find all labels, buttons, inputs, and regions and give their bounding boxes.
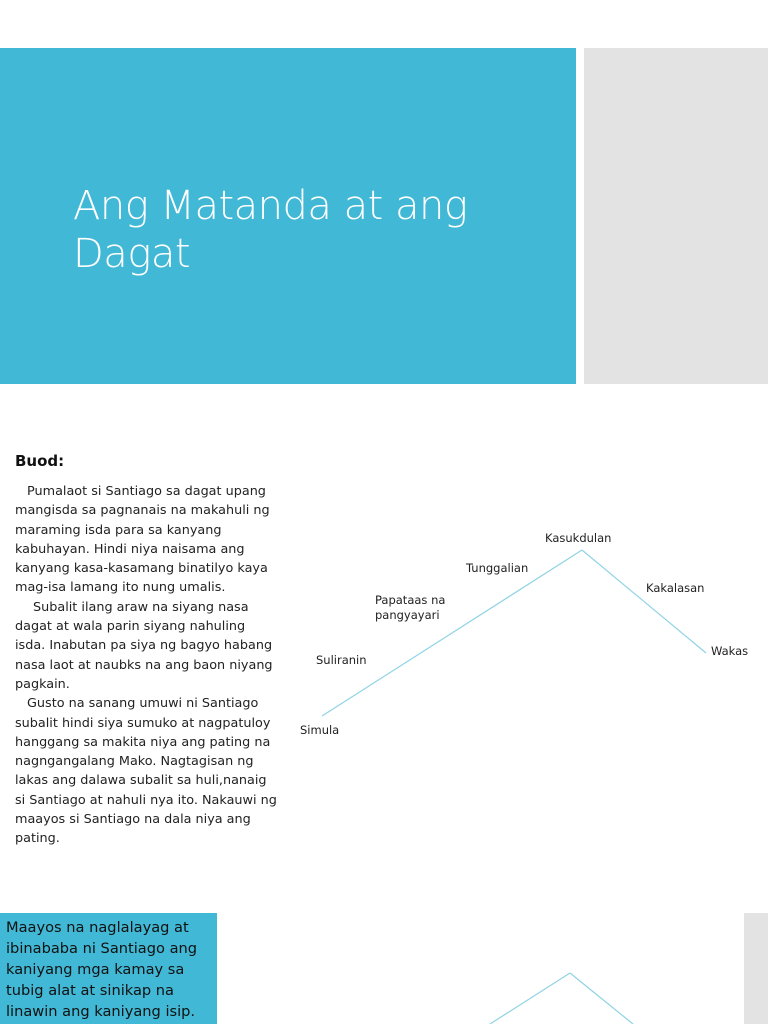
slide-title-line-2: Dagat [73, 231, 191, 277]
summary-paragraph: Pumalaot si Santiago sa dagat upang mangisda sa pagnanais na makahuli ng maraming isda para sa kanyang kabuhayan. Hindi niya naisama ang kanyang kasa-kasamang binatilyo kaya mag-isa lamang ito nung umalis. [15, 484, 270, 596]
summary-paragraph: Gusto na sanang umuwi ni Santiago subalit hindi siya sumuko at nagpatuloy hanggang sa makita niya ang pating na nagngangalang Mako. Nagtagisan ng lakas ang dalawa subalit sa huli,nanaig si Santiago at nahuli nya ito. Nakauwi ng maayos si Santiago na dala niya ang pating. [15, 696, 277, 847]
scene-falling-line [570, 973, 633, 1024]
label-tunggalian: Tunggalian [466, 561, 529, 575]
label-simula: Simula [300, 723, 340, 737]
label-papataas-line-2: pangyayari [375, 608, 440, 622]
label-suliranin: Suliranin [316, 653, 367, 667]
label-wakas: Wakas [711, 644, 749, 658]
scene-text: Maayos na naglalayag at ibinababa ni Santiago ang kaniyang mga kamay sa tubig alat at sinikap na linawin ang kaniyang isip. [6, 919, 198, 1020]
summary-paragraph: Subalit ilang araw na siyang nasa dagat at wala parin siyang nahuling isda. Inabutan pa siya ng bagyo habang nasa laot at naubks na ang baon niyang pagkain. [15, 599, 273, 692]
label-kasukdulan: Kasukdulan [545, 531, 612, 545]
slide-title-line-1: Ang Matanda at ang [73, 183, 468, 229]
summary-heading: Buod: [15, 452, 65, 470]
scene-rising-line [490, 973, 570, 1024]
label-papataas-line-1: Papataas na [375, 593, 446, 607]
label-kakalasan: Kakalasan [646, 581, 705, 595]
